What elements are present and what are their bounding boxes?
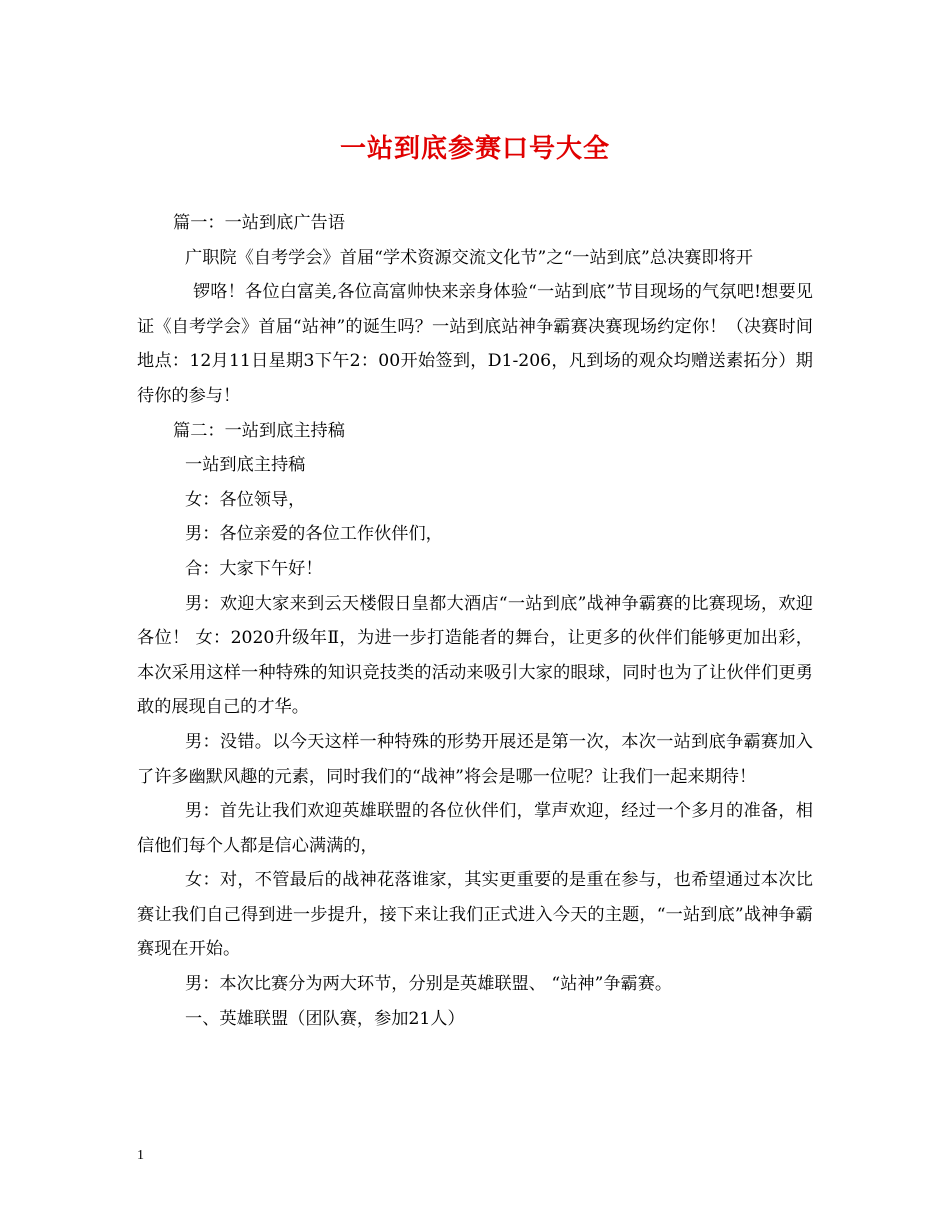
paragraph: 一、英雄联盟（团队赛，参加21人） [185,1008,465,1029]
paragraph: 合：大家下午好！ [185,558,323,579]
paragraph: 广职院《自考学会》首届“学术资源交流文化节”之“一站到底”总决赛即将开 [185,247,753,268]
section-heading-1: 篇一：一站到底广告语 [173,213,345,233]
paragraph: 男：没错。以今天这样一种特殊的形势开展还是第一次，本次一站到底争霸赛加入了许多幽默风趣的元素，同时我们的“战神”将会是哪一位呢？让我们一起来期待！ [137,731,813,787]
paragraph: 男：本次比赛分为两大环节，分别是英雄联盟、 “站神”争霸赛。 [185,974,673,995]
paragraph: 女：各位领导， [185,489,306,510]
page-number: 1 [137,1148,144,1163]
paragraph: 锣咯！各位白富美,各位高富帅快来亲身体验“一站到底”节目现场的气氛吧!想要见证《自考学会》首届“站神”的诞生吗？一站到底站神争霸赛决赛现场约定你！（决赛时间地点：12月11日星期3下午2：00开始签到，D1-206，凡到场的观众均赠送素拓分）期待你的参与！ [137,282,813,406]
paragraph: 一站到底主持稿 [185,455,306,476]
document-body [137,206,813,1036]
document-title: 一站到底参赛口号大全 [339,134,610,164]
paragraph: 男：欢迎大家来到云天楼假日皇都大酒店“一站到底”战神争霸赛的比赛现场，欢迎各位！ 女：2020升级年Ⅱ，为进一步打造能者的舞台，让更多的伙伴们能够更加出彩，本次采用这样一种特殊的知识竞技类的活动来吸引大家的眼球，同时也为了让伙伴们更勇敢的展现自己的才华。 [137,593,813,718]
paragraph: 女：对，不管最后的战神花落谁家，其实更重要的是重在参与，也希望通过本次比赛让我们自己得到进一步提升，接下来让我们正式进入今天的主题，“一站到底”战神争霸赛现在开始。 [137,870,813,960]
paragraph: 男：各位亲爱的各位工作伙伴们， [185,524,443,545]
paragraph: 男：首先让我们欢迎英雄联盟的各位伙伴们，掌声欢迎，经过一个多月的准备，相信他们每个人都是信心满满的， [137,801,813,856]
section-heading-2: 篇二：一站到底主持稿 [173,420,345,441]
